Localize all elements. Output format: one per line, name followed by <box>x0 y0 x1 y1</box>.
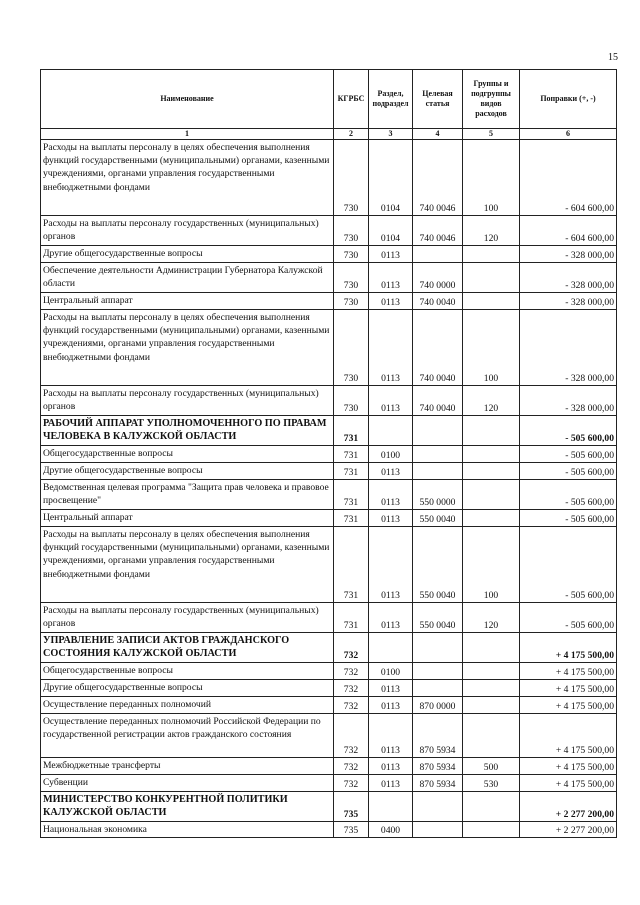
row-target-article: 870 5934 <box>413 775 463 792</box>
row-target-article: 740 0046 <box>413 140 463 216</box>
table-row <box>41 263 617 293</box>
row-amendment-amount: - 505 600,00 <box>520 416 617 446</box>
table-row <box>41 758 617 775</box>
header-kgrbs: КГРБС <box>334 70 369 129</box>
row-expense-group <box>463 714 520 758</box>
row-name: Осуществление переданных полномочий <box>41 697 334 714</box>
row-expense-group <box>463 293 520 310</box>
row-expense-group: 100 <box>463 310 520 386</box>
row-expense-group <box>463 822 520 838</box>
row-expense-group: 530 <box>463 775 520 792</box>
row-section: 0113 <box>369 310 413 386</box>
row-target-article <box>413 463 463 480</box>
table-row <box>41 510 617 527</box>
row-amendment-amount: - 505 600,00 <box>520 463 617 480</box>
row-name: Другие общегосударственные вопросы <box>41 463 334 480</box>
row-amendment-amount: - 328 000,00 <box>520 263 617 293</box>
row-expense-group: 100 <box>463 527 520 603</box>
table-row <box>41 140 617 216</box>
col-index: 1 <box>41 129 334 140</box>
row-target-article: 550 0040 <box>413 527 463 603</box>
row-kgrbs: 730 <box>334 263 369 293</box>
row-kgrbs: 730 <box>334 140 369 216</box>
row-kgrbs: 730 <box>334 216 369 246</box>
row-expense-group: 120 <box>463 603 520 633</box>
row-section <box>369 792 413 822</box>
row-target-article <box>413 416 463 446</box>
row-kgrbs: 730 <box>334 310 369 386</box>
table-row <box>41 680 617 697</box>
header-name: Наименование <box>41 70 334 129</box>
row-expense-group: 120 <box>463 216 520 246</box>
row-kgrbs: 735 <box>334 822 369 838</box>
row-kgrbs: 731 <box>334 416 369 446</box>
row-target-article: 740 0040 <box>413 293 463 310</box>
row-target-article <box>413 246 463 263</box>
row-amendment-amount: + 4 175 500,00 <box>520 663 617 680</box>
col-index: 4 <box>413 129 463 140</box>
row-section: 0104 <box>369 140 413 216</box>
row-kgrbs: 732 <box>334 633 369 663</box>
row-expense-group <box>463 246 520 263</box>
row-expense-group <box>463 792 520 822</box>
row-expense-group: 500 <box>463 758 520 775</box>
row-name: УПРАВЛЕНИЕ ЗАПИСИ АКТОВ ГРАЖДАНСКОГО СОСТОЯНИЯ КАЛУЖСКОЙ ОБЛАСТИ <box>41 633 334 663</box>
row-name: РАБОЧИЙ АППАРАТ УПОЛНОМОЧЕННОГО ПО ПРАВАМ ЧЕЛОВЕКА В КАЛУЖСКОЙ ОБЛАСТИ <box>41 416 334 446</box>
table-row <box>41 792 617 822</box>
row-amendment-amount: + 4 175 500,00 <box>520 758 617 775</box>
row-name: Обеспечение деятельности Администрации Губернатора Калужской области <box>41 263 334 293</box>
table-row <box>41 246 617 263</box>
row-name: Другие общегосударственные вопросы <box>41 680 334 697</box>
row-target-article: 550 0040 <box>413 510 463 527</box>
row-kgrbs: 732 <box>334 714 369 758</box>
table-row <box>41 697 617 714</box>
row-section: 0100 <box>369 446 413 463</box>
table-row <box>41 480 617 510</box>
row-amendment-amount: + 4 175 500,00 <box>520 633 617 663</box>
row-expense-group <box>463 697 520 714</box>
row-amendment-amount: - 328 000,00 <box>520 386 617 416</box>
row-target-article <box>413 663 463 680</box>
row-kgrbs: 731 <box>334 446 369 463</box>
row-target-article: 740 0000 <box>413 263 463 293</box>
table-row <box>41 446 617 463</box>
table-row <box>41 293 617 310</box>
row-name: Ведомственная целевая программа "Защита прав человека и правовое просвещение" <box>41 480 334 510</box>
row-amendment-amount: - 328 000,00 <box>520 293 617 310</box>
row-kgrbs: 732 <box>334 775 369 792</box>
row-amendment-amount: - 505 600,00 <box>520 446 617 463</box>
row-expense-group <box>463 510 520 527</box>
row-kgrbs: 731 <box>334 527 369 603</box>
table-row <box>41 775 617 792</box>
row-amendment-amount: - 505 600,00 <box>520 480 617 510</box>
row-target-article: 740 0040 <box>413 386 463 416</box>
row-target-article: 550 0000 <box>413 480 463 510</box>
row-target-article: 550 0040 <box>413 603 463 633</box>
row-expense-group <box>463 446 520 463</box>
row-amendment-amount: + 4 175 500,00 <box>520 775 617 792</box>
row-section: 0113 <box>369 758 413 775</box>
table-row <box>41 386 617 416</box>
row-target-article <box>413 446 463 463</box>
col-index: 2 <box>334 129 369 140</box>
row-kgrbs: 730 <box>334 386 369 416</box>
row-section: 0113 <box>369 603 413 633</box>
row-section: 0113 <box>369 463 413 480</box>
row-amendment-amount: - 505 600,00 <box>520 510 617 527</box>
row-amendment-amount: - 604 600,00 <box>520 140 617 216</box>
row-amendment-amount: - 505 600,00 <box>520 603 617 633</box>
row-kgrbs: 732 <box>334 680 369 697</box>
row-target-article <box>413 680 463 697</box>
row-amendment-amount: + 2 277 200,00 <box>520 822 617 838</box>
row-section: 0400 <box>369 822 413 838</box>
row-section <box>369 633 413 663</box>
page-number: 15 <box>608 52 618 63</box>
table-row <box>41 216 617 246</box>
table-row <box>41 603 617 633</box>
row-name: Расходы на выплаты персоналу в целях обеспечения выполнения функций государственными (муниципальными) органами, казенными учреждениями, органами управления государственными внебюджетными фондами <box>41 140 334 216</box>
row-section: 0113 <box>369 680 413 697</box>
row-target-article: 740 0046 <box>413 216 463 246</box>
row-section: 0113 <box>369 527 413 603</box>
row-amendment-amount: - 604 600,00 <box>520 216 617 246</box>
budget-amendments-table <box>40 69 617 838</box>
row-section: 0113 <box>369 510 413 527</box>
row-section: 0113 <box>369 480 413 510</box>
row-kgrbs: 735 <box>334 792 369 822</box>
row-kgrbs: 731 <box>334 603 369 633</box>
header-row <box>41 70 617 129</box>
row-section: 0113 <box>369 714 413 758</box>
row-name: Осуществление переданных полномочий Российской Федерации по государственной регистрации актов гражданского состояния <box>41 714 334 758</box>
row-target-article: 740 0040 <box>413 310 463 386</box>
row-amendment-amount: - 328 000,00 <box>520 310 617 386</box>
row-expense-group <box>463 633 520 663</box>
row-section: 0113 <box>369 697 413 714</box>
row-section: 0100 <box>369 663 413 680</box>
row-amendment-amount: + 2 277 200,00 <box>520 792 617 822</box>
row-kgrbs: 732 <box>334 663 369 680</box>
row-expense-group <box>463 463 520 480</box>
row-section: 0113 <box>369 775 413 792</box>
table-row <box>41 714 617 758</box>
row-name: Межбюджетные трансферты <box>41 758 334 775</box>
header-section: Раздел, подраздел <box>369 70 413 129</box>
row-target-article <box>413 822 463 838</box>
header-amendments: Поправки (+, -) <box>520 70 617 129</box>
row-kgrbs: 731 <box>334 480 369 510</box>
table-body <box>41 140 617 838</box>
row-expense-group <box>463 663 520 680</box>
row-section: 0113 <box>369 386 413 416</box>
row-amendment-amount: - 505 600,00 <box>520 527 617 603</box>
row-kgrbs: 732 <box>334 697 369 714</box>
row-kgrbs: 730 <box>334 246 369 263</box>
row-expense-group <box>463 416 520 446</box>
row-name: Расходы на выплаты персоналу государственных (муниципальных) органов <box>41 386 334 416</box>
row-target-article: 870 0000 <box>413 697 463 714</box>
table-row <box>41 822 617 838</box>
row-name: Общегосударственные вопросы <box>41 663 334 680</box>
row-target-article: 870 5934 <box>413 758 463 775</box>
header-target: Целевая статья <box>413 70 463 129</box>
row-amendment-amount: + 4 175 500,00 <box>520 714 617 758</box>
row-amendment-amount: + 4 175 500,00 <box>520 697 617 714</box>
table-row <box>41 663 617 680</box>
row-kgrbs: 731 <box>334 510 369 527</box>
row-expense-group <box>463 480 520 510</box>
row-expense-group <box>463 263 520 293</box>
row-name: Центральный аппарат <box>41 293 334 310</box>
row-kgrbs: 731 <box>334 463 369 480</box>
col-index: 3 <box>369 129 413 140</box>
table-row <box>41 463 617 480</box>
row-target-article <box>413 633 463 663</box>
row-expense-group: 100 <box>463 140 520 216</box>
row-name: Другие общегосударственные вопросы <box>41 246 334 263</box>
row-section: 0113 <box>369 293 413 310</box>
header-groups: Группы и подгруппы видов расходов <box>463 70 520 129</box>
row-expense-group: 120 <box>463 386 520 416</box>
row-name: МИНИСТЕРСТВО КОНКУРЕНТНОЙ ПОЛИТИКИ КАЛУЖСКОЙ ОБЛАСТИ <box>41 792 334 822</box>
row-target-article: 870 5934 <box>413 714 463 758</box>
table-row <box>41 310 617 386</box>
row-section: 0113 <box>369 263 413 293</box>
row-amendment-amount: - 328 000,00 <box>520 246 617 263</box>
row-name: Расходы на выплаты персоналу в целях обеспечения выполнения функций государственными (муниципальными) органами, казенными учреждениями, органами управления государственными внебюджетными фондами <box>41 310 334 386</box>
col-index: 5 <box>463 129 520 140</box>
col-index: 6 <box>520 129 617 140</box>
row-name: Общегосударственные вопросы <box>41 446 334 463</box>
row-section <box>369 416 413 446</box>
row-kgrbs: 732 <box>334 758 369 775</box>
row-name: Центральный аппарат <box>41 510 334 527</box>
column-index-row <box>41 129 617 140</box>
row-name: Расходы на выплаты персоналу государственных (муниципальных) органов <box>41 603 334 633</box>
table-row <box>41 416 617 446</box>
row-name: Расходы на выплаты персоналу государственных (муниципальных) органов <box>41 216 334 246</box>
row-target-article <box>413 792 463 822</box>
row-name: Расходы на выплаты персоналу в целях обеспечения выполнения функций государственными (муниципальными) органами, казенными учреждениями, органами управления государственными внебюджетными фондами <box>41 527 334 603</box>
table-row <box>41 633 617 663</box>
row-amendment-amount: + 4 175 500,00 <box>520 680 617 697</box>
row-kgrbs: 730 <box>334 293 369 310</box>
row-name: Субвенции <box>41 775 334 792</box>
row-expense-group <box>463 680 520 697</box>
row-section: 0113 <box>369 246 413 263</box>
row-section: 0104 <box>369 216 413 246</box>
table-row <box>41 527 617 603</box>
row-name: Национальная экономика <box>41 822 334 838</box>
